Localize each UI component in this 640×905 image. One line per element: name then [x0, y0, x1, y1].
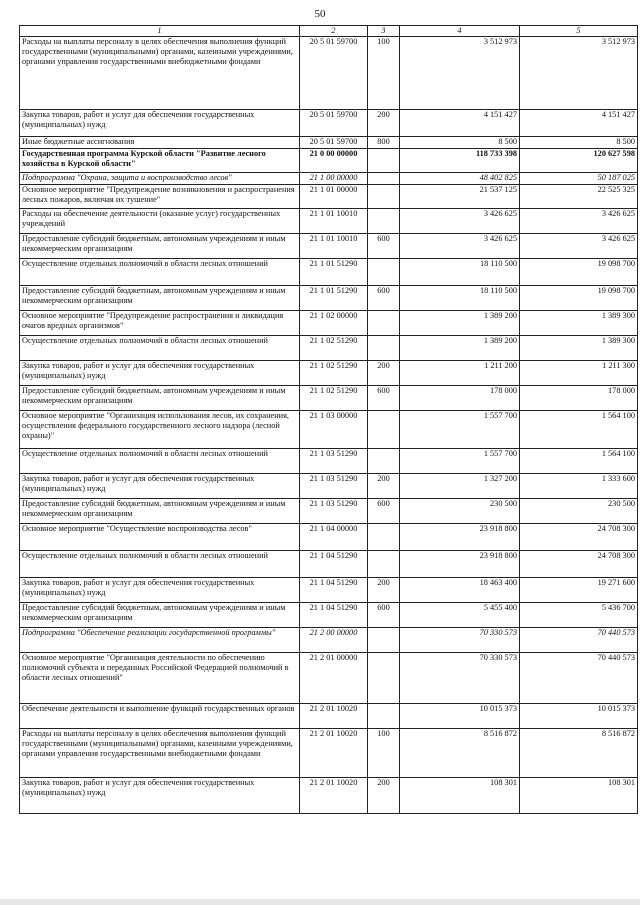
name-cell: Закупка товаров, работ и услуг для обеспечения государственных (муниципальных) нужд — [20, 474, 300, 499]
table-row — [20, 449, 638, 474]
table-row — [20, 149, 638, 173]
name-cell: Расходы на выплаты персоналу в целях обеспечения выполнения функций государственными (муниципальными) органами, казенными учреждениями, органами управления государственными внебюджетными фондами — [20, 37, 300, 110]
target-code-cell: 21 1 03 51290 — [300, 449, 368, 474]
expense-type-cell: 600 — [368, 386, 400, 411]
target-code-cell: 21 1 03 51290 — [300, 499, 368, 524]
expense-type-cell — [368, 449, 400, 474]
table-row — [20, 386, 638, 411]
table-row — [20, 628, 638, 653]
amount-year-2-cell: 24 708 300 — [520, 551, 638, 578]
name-cell: Расходы на обеспечение деятельности (оказание услуг) государственных учреждений — [20, 209, 300, 234]
amount-year-1-cell: 5 455 400 — [400, 603, 520, 628]
table-row — [20, 499, 638, 524]
expense-type-cell — [368, 259, 400, 286]
target-code-cell: 21 1 04 51290 — [300, 603, 368, 628]
amount-year-1-cell: 48 402 825 — [400, 173, 520, 185]
target-code-cell: 20 5 01 59700 — [300, 137, 368, 149]
name-cell: Иные бюджетные ассигнования — [20, 137, 300, 149]
expense-type-cell — [368, 524, 400, 551]
expense-type-cell — [368, 628, 400, 653]
header-cell: 1 — [20, 26, 300, 37]
amount-year-1-cell: 3 426 625 — [400, 209, 520, 234]
target-code-cell: 21 2 01 00000 — [300, 653, 368, 704]
target-code-cell: 21 1 04 00000 — [300, 524, 368, 551]
name-cell: Подпрограмма "Охрана, защита и воспроизводство лесов" — [20, 173, 300, 185]
name-cell: Основное мероприятие "Организация деятельности по обеспечению полномочий субъекта и переданных Российской Федерацией полномочий в области лесных отношений" — [20, 653, 300, 704]
target-code-cell: 21 1 01 51290 — [300, 286, 368, 311]
amount-year-1-cell: 1 557 700 — [400, 411, 520, 449]
amount-year-2-cell: 120 627 598 — [520, 149, 638, 173]
expense-type-cell: 200 — [368, 778, 400, 814]
target-code-cell: 21 1 02 51290 — [300, 386, 368, 411]
target-code-cell: 21 1 02 51290 — [300, 336, 368, 361]
table-row — [20, 411, 638, 449]
target-code-cell: 21 1 03 00000 — [300, 411, 368, 449]
target-code-cell: 21 0 00 00000 — [300, 149, 368, 173]
header-cell: 3 — [368, 26, 400, 37]
expense-type-cell — [368, 149, 400, 173]
amount-year-2-cell: 1 564 100 — [520, 449, 638, 474]
amount-year-1-cell: 4 151 427 — [400, 110, 520, 137]
expense-type-cell: 200 — [368, 578, 400, 603]
name-cell: Осуществление отдельных полномочий в области лесных отношений — [20, 336, 300, 361]
table-row — [20, 286, 638, 311]
amount-year-2-cell: 1 389 300 — [520, 336, 638, 361]
table-row — [20, 185, 638, 209]
amount-year-1-cell: 3 512 973 — [400, 37, 520, 110]
amount-year-1-cell: 108 301 — [400, 778, 520, 814]
amount-year-1-cell: 1 389 200 — [400, 311, 520, 336]
name-cell: Основное мероприятие "Осуществление воспроизводства лесов" — [20, 524, 300, 551]
expense-type-cell: 600 — [368, 603, 400, 628]
expense-type-cell — [368, 173, 400, 185]
table-header-row — [20, 26, 638, 37]
expense-type-cell — [368, 209, 400, 234]
header-cell: 4 — [400, 26, 520, 37]
amount-year-1-cell: 23 918 800 — [400, 551, 520, 578]
expense-type-cell — [368, 185, 400, 209]
expense-type-cell: 600 — [368, 234, 400, 259]
amount-year-2-cell: 50 187 025 — [520, 173, 638, 185]
amount-year-1-cell: 118 733 398 — [400, 149, 520, 173]
name-cell: Подпрограмма "Обеспечение реализации государственной программы" — [20, 628, 300, 653]
expense-type-cell: 100 — [368, 37, 400, 110]
amount-year-2-cell: 3 426 625 — [520, 234, 638, 259]
amount-year-1-cell: 18 110 500 — [400, 259, 520, 286]
amount-year-1-cell: 1 327 200 — [400, 474, 520, 499]
amount-year-1-cell: 18 110 500 — [400, 286, 520, 311]
name-cell: Предоставление субсидий бюджетным, автономным учреждениям и иным некоммерческим организациям — [20, 603, 300, 628]
expense-type-cell: 600 — [368, 286, 400, 311]
amount-year-2-cell: 70 440 573 — [520, 653, 638, 704]
expense-type-cell — [368, 551, 400, 578]
target-code-cell: 21 1 03 51290 — [300, 474, 368, 499]
name-cell: Государственная программа Курской области "Развитие лесного хозяйства в Курской области" — [20, 149, 300, 173]
amount-year-2-cell: 1 211 300 — [520, 361, 638, 386]
name-cell: Осуществление отдельных полномочий в области лесных отношений — [20, 449, 300, 474]
amount-year-2-cell: 24 708 300 — [520, 524, 638, 551]
target-code-cell: 21 1 01 10010 — [300, 209, 368, 234]
table-row — [20, 653, 638, 704]
table-row — [20, 704, 638, 729]
expense-type-cell — [368, 704, 400, 729]
scan-edge — [0, 899, 640, 905]
name-cell: Предоставление субсидий бюджетным, автономным учреждениям и иным некоммерческим организациям — [20, 234, 300, 259]
name-cell: Предоставление субсидий бюджетным, автономным учреждениям и иным некоммерческим организациям — [20, 286, 300, 311]
table-row — [20, 336, 638, 361]
target-code-cell: 20 5 01 59700 — [300, 37, 368, 110]
amount-year-1-cell: 21 537 125 — [400, 185, 520, 209]
name-cell: Закупка товаров, работ и услуг для обеспечения государственных (муниципальных) нужд — [20, 361, 300, 386]
table-row — [20, 361, 638, 386]
amount-year-2-cell: 4 151 427 — [520, 110, 638, 137]
expense-type-cell: 200 — [368, 110, 400, 137]
target-code-cell: 20 5 01 59700 — [300, 110, 368, 137]
table-row — [20, 578, 638, 603]
amount-year-2-cell: 8 500 — [520, 137, 638, 149]
expense-type-cell: 200 — [368, 474, 400, 499]
amount-year-1-cell: 23 918 800 — [400, 524, 520, 551]
table-row — [20, 729, 638, 778]
target-code-cell: 21 1 04 51290 — [300, 578, 368, 603]
amount-year-1-cell: 18 463 400 — [400, 578, 520, 603]
amount-year-1-cell: 230 500 — [400, 499, 520, 524]
table-row — [20, 137, 638, 149]
expense-type-cell: 100 — [368, 729, 400, 778]
target-code-cell: 21 2 01 10020 — [300, 729, 368, 778]
amount-year-1-cell: 3 426 625 — [400, 234, 520, 259]
amount-year-2-cell: 5 436 700 — [520, 603, 638, 628]
name-cell: Закупка товаров, работ и услуг для обеспечения государственных (муниципальных) нужд — [20, 778, 300, 814]
target-code-cell: 21 1 01 10010 — [300, 234, 368, 259]
table-row — [20, 173, 638, 185]
amount-year-2-cell: 1 333 600 — [520, 474, 638, 499]
amount-year-2-cell: 178 000 — [520, 386, 638, 411]
target-code-cell: 21 1 00 00000 — [300, 173, 368, 185]
amount-year-2-cell: 230 500 — [520, 499, 638, 524]
table-row — [20, 474, 638, 499]
expense-type-cell: 800 — [368, 137, 400, 149]
amount-year-2-cell: 1 389 300 — [520, 311, 638, 336]
target-code-cell: 21 1 02 51290 — [300, 361, 368, 386]
expense-type-cell — [368, 336, 400, 361]
expense-type-cell — [368, 653, 400, 704]
name-cell: Закупка товаров, работ и услуг для обеспечения государственных (муниципальных) нужд — [20, 110, 300, 137]
table-row — [20, 524, 638, 551]
table-row — [20, 110, 638, 137]
target-code-cell: 21 1 01 51290 — [300, 259, 368, 286]
name-cell: Расходы на выплаты персоналу в целях обеспечения выполнения функций государственными (муниципальными) органами, казенными учреждениями, органами управления государственными внебюджетными фондами — [20, 729, 300, 778]
name-cell: Предоставление субсидий бюджетным, автономным учреждениям и иным некоммерческим организациям — [20, 386, 300, 411]
amount-year-1-cell: 178 000 — [400, 386, 520, 411]
amount-year-1-cell: 70 330 573 — [400, 628, 520, 653]
amount-year-2-cell: 8 516 872 — [520, 729, 638, 778]
expense-type-cell — [368, 411, 400, 449]
amount-year-2-cell: 19 098 700 — [520, 259, 638, 286]
amount-year-1-cell: 8 516 872 — [400, 729, 520, 778]
amount-year-2-cell: 10 015 373 — [520, 704, 638, 729]
name-cell: Закупка товаров, работ и услуг для обеспечения государственных (муниципальных) нужд — [20, 578, 300, 603]
amount-year-2-cell: 19 098 700 — [520, 286, 638, 311]
amount-year-2-cell: 3 512 973 — [520, 37, 638, 110]
expense-type-cell — [368, 311, 400, 336]
name-cell: Основное мероприятие "Предупреждение возникновения и распространения лесных пожаров, включая их тушение" — [20, 185, 300, 209]
expense-type-cell: 600 — [368, 499, 400, 524]
target-code-cell: 21 2 01 10020 — [300, 778, 368, 814]
budget-table — [19, 25, 638, 814]
amount-year-2-cell: 1 564 100 — [520, 411, 638, 449]
amount-year-2-cell: 70 440 573 — [520, 628, 638, 653]
amount-year-1-cell: 1 389 200 — [400, 336, 520, 361]
amount-year-1-cell: 70 330 573 — [400, 653, 520, 704]
target-code-cell: 21 1 04 51290 — [300, 551, 368, 578]
amount-year-1-cell: 10 015 373 — [400, 704, 520, 729]
name-cell: Обеспечение деятельности и выполнение функций государственных органов — [20, 704, 300, 729]
table-row — [20, 209, 638, 234]
name-cell: Осуществление отдельных полномочий в области лесных отношений — [20, 551, 300, 578]
amount-year-1-cell: 1 211 200 — [400, 361, 520, 386]
amount-year-1-cell: 8 500 — [400, 137, 520, 149]
amount-year-2-cell: 22 525 325 — [520, 185, 638, 209]
table-row — [20, 37, 638, 110]
amount-year-1-cell: 1 557 700 — [400, 449, 520, 474]
page-number: 50 — [314, 8, 326, 20]
target-code-cell: 21 1 02 00000 — [300, 311, 368, 336]
table-row — [20, 234, 638, 259]
name-cell: Осуществление отдельных полномочий в области лесных отношений — [20, 259, 300, 286]
amount-year-2-cell: 19 271 600 — [520, 578, 638, 603]
target-code-cell: 21 2 01 10020 — [300, 704, 368, 729]
amount-year-2-cell: 108 301 — [520, 778, 638, 814]
table-row — [20, 778, 638, 814]
amount-year-2-cell: 3 426 625 — [520, 209, 638, 234]
table-row — [20, 551, 638, 578]
table-row — [20, 259, 638, 286]
header-cell: 5 — [520, 26, 638, 37]
table-row — [20, 603, 638, 628]
header-cell: 2 — [300, 26, 368, 37]
target-code-cell: 21 1 01 00000 — [300, 185, 368, 209]
table-row — [20, 311, 638, 336]
name-cell: Основное мероприятие "Предупреждение распространения и ликвидация очагов вредных организмов" — [20, 311, 300, 336]
expense-type-cell: 200 — [368, 361, 400, 386]
name-cell: Предоставление субсидий бюджетным, автономным учреждениям и иным некоммерческим организациям — [20, 499, 300, 524]
target-code-cell: 21 2 00 00000 — [300, 628, 368, 653]
name-cell: Основное мероприятие "Организация использования лесов, их сохранения, осуществления федерального государственного лесного надзора (лесной охраны)" — [20, 411, 300, 449]
